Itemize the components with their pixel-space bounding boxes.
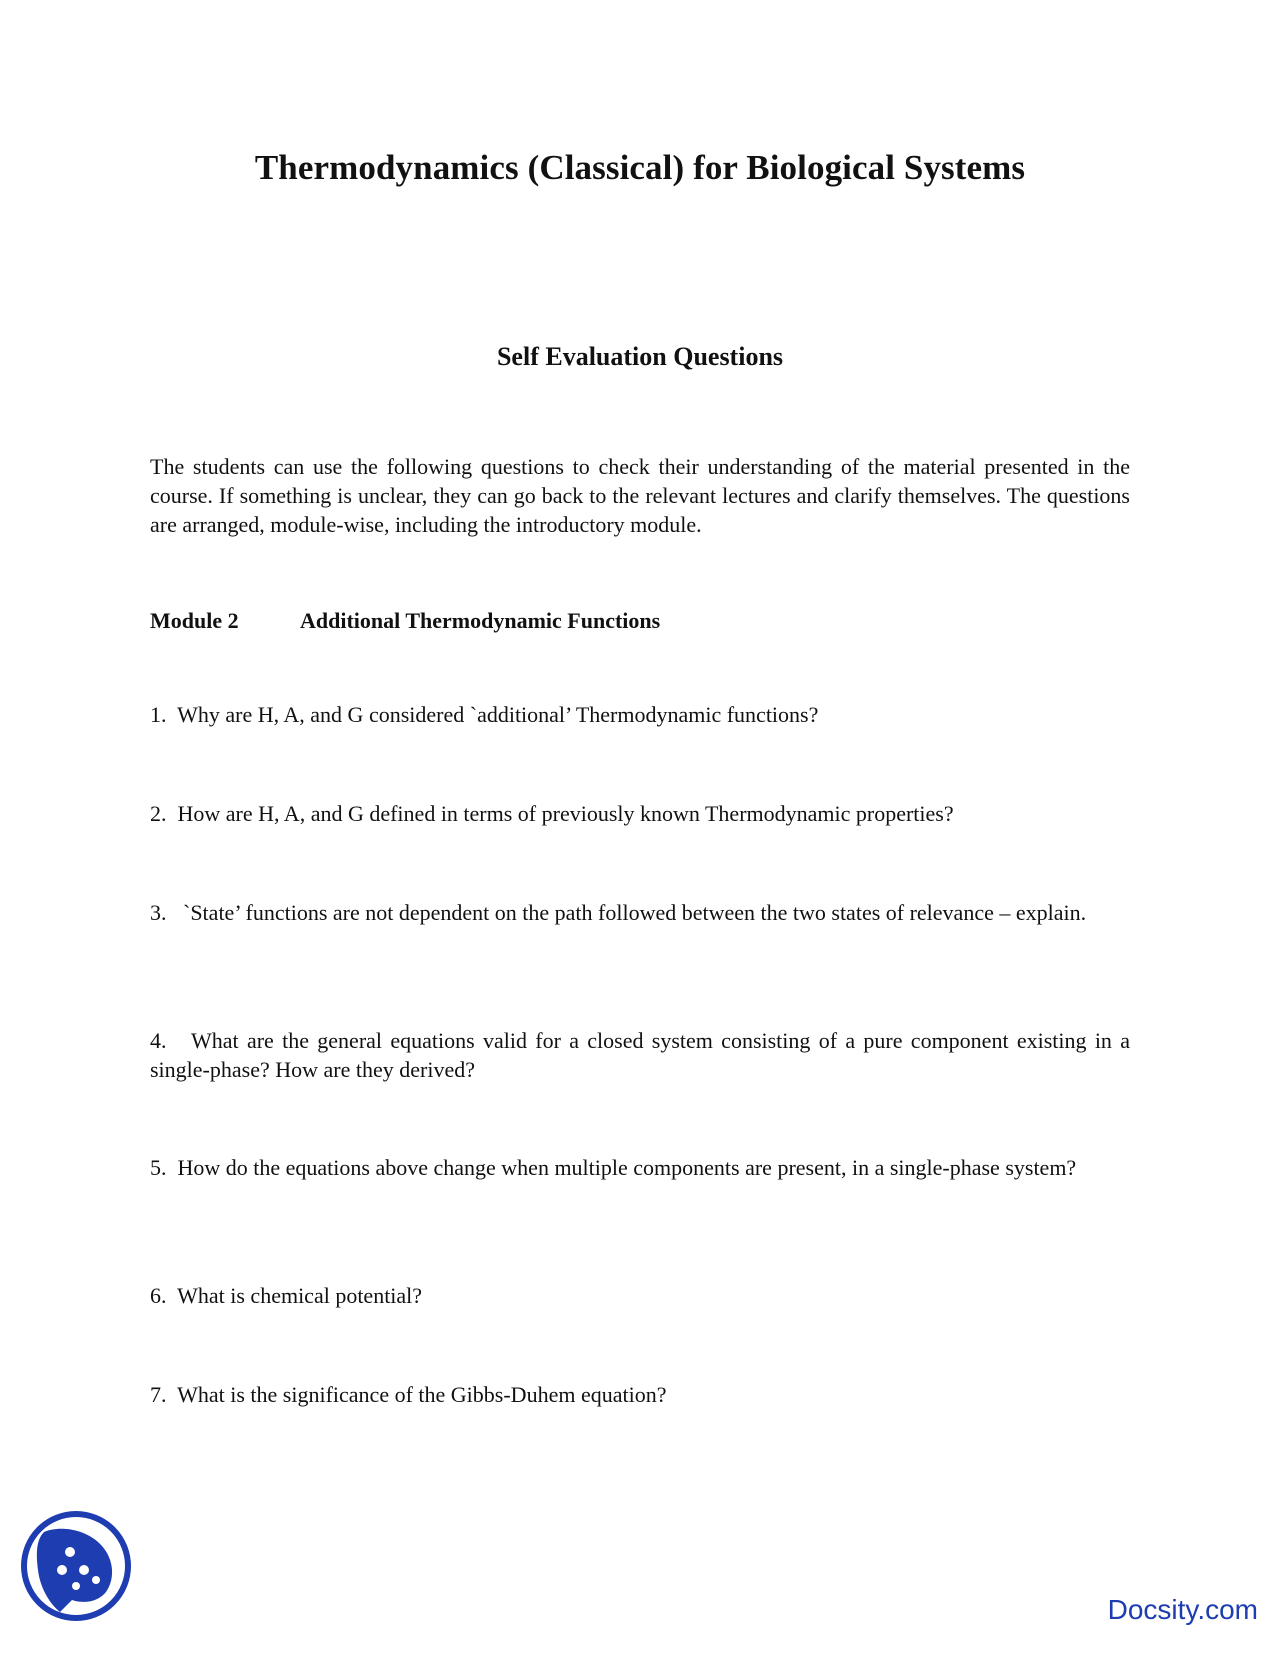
brand-link[interactable]: Docsity.com (1107, 1594, 1258, 1625)
question-text: What is the significance of the Gibbs-Duhem equation? (177, 1382, 667, 1407)
page-title: Thermodynamics (Classical) for Biological Systems (254, 148, 1026, 187)
question-number: 5. (150, 1155, 167, 1180)
question-item (150, 799, 1130, 828)
question-number: 1. (150, 702, 167, 727)
question-number: 7. (150, 1382, 167, 1407)
question-text: `State’ functions are not dependent on the path followed between the two states of relevance – explain. (183, 900, 1087, 925)
question-item (150, 1026, 1130, 1084)
section-heading: Self Evaluation Questions (496, 342, 784, 371)
question-text: How are H, A, and G defined in terms of previously known Thermodynamic properties? (177, 801, 954, 826)
question-number: 4. (150, 1028, 167, 1053)
question-item (150, 700, 1130, 729)
module-heading (150, 608, 660, 634)
question-item (150, 898, 1130, 927)
question-text: What is chemical potential? (177, 1283, 423, 1308)
docsity-logo-icon[interactable] (18, 1508, 134, 1624)
intro-paragraph: The students can use the following questions to check their understanding of the material presented in the course. If something is unclear, they can go back to the relevant lectures and clarify themselves. The questions are arranged, module-wise, including the introductory module. (150, 454, 1130, 537)
module-name: Additional Thermodynamic Functions (300, 608, 661, 633)
module-number: Module 2 (150, 608, 239, 633)
question-number: 6. (150, 1283, 167, 1308)
question-item (150, 1380, 1130, 1409)
question-item (150, 1281, 1130, 1310)
question-number: 2. (150, 801, 167, 826)
question-item (150, 1153, 1130, 1182)
question-number: 3. (150, 900, 167, 925)
question-text: How do the equations above change when multiple components are present, in a single-phase system? (177, 1155, 1077, 1180)
question-text: Why are H, A, and G considered `additional’ Thermodynamic functions? (177, 702, 819, 727)
question-text: What are the general equations valid for a closed system consisting of a pure component existing in a single-phase? How are they derived? (150, 1028, 1130, 1082)
